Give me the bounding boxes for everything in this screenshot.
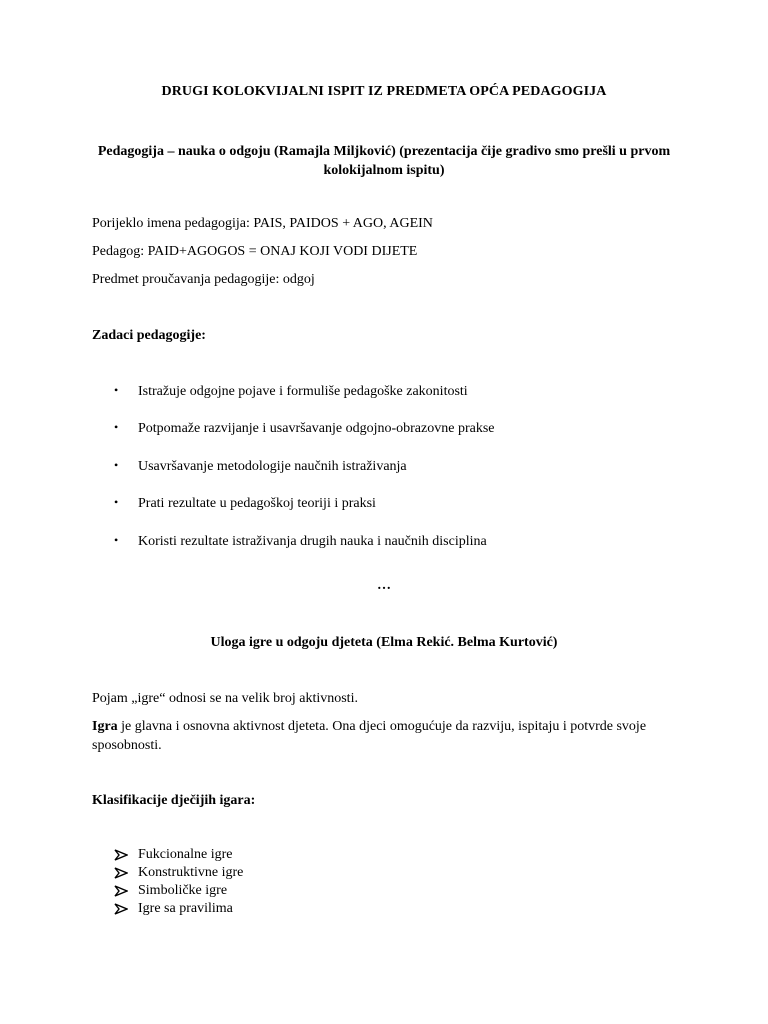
list-item <box>114 533 487 550</box>
arrow-bullet-icon <box>114 867 138 879</box>
tasks-heading: Zadaci pedagogije: <box>92 328 206 343</box>
list-item-text: Koristi rezultate istraživanja drugih nauka i naučnih disciplina <box>138 534 487 549</box>
bullet-icon: • <box>114 533 119 547</box>
list-item <box>114 420 494 437</box>
classification-heading: Klasifikacije dječijih igara: <box>92 793 256 808</box>
igra-bold-word: Igra <box>92 719 118 734</box>
subject-line: Predmet proučavanja pedagogije: odgoj <box>92 272 315 287</box>
arrow-bullet-icon <box>114 903 138 915</box>
list-item-text: Igre sa pravilima <box>138 901 233 916</box>
list-item-text: Fukcionalne igre <box>138 847 233 862</box>
list-item <box>114 847 232 863</box>
bullet-icon: • <box>114 420 119 434</box>
list-item-text: Usavršavanje metodologije naučnih istraživanja <box>138 459 407 474</box>
origin-line: Porijeklo imena pedagogija: PAIS, PAIDOS + AGO, AGEIN <box>92 216 433 231</box>
bullet-icon: • <box>114 383 119 397</box>
document-title: DRUGI KOLOKVIJALNI ISPIT IZ PREDMETA OPĆA PEDAGOGIJA <box>161 84 607 99</box>
list-item <box>114 458 407 475</box>
pojam-line: Pojam „igre“ odnosi se na velik broj aktivnosti. <box>92 691 358 706</box>
section-separator: … <box>377 578 391 593</box>
arrow-bullet-icon <box>114 849 138 861</box>
list-item <box>114 901 233 917</box>
list-item-text: Simboličke igre <box>138 883 228 898</box>
list-item <box>114 383 468 400</box>
list-item-text: Konstruktivne igre <box>138 865 244 880</box>
document-subtitle: Pedagogija – nauka o odgoju (Ramajla Miljković) (prezentacija čije gradivo smo prešli u prvom kolokijalnom ispitu) <box>97 144 671 178</box>
list-item-text: Prati rezultate u pedagoškoj teoriji i praksi <box>138 496 376 511</box>
igra-paragraph <box>92 717 682 755</box>
bullet-icon: • <box>114 458 119 472</box>
list-item <box>114 883 227 899</box>
list-item <box>114 865 243 881</box>
section2-heading: Uloga igre u odgoju djeteta (Elma Rekić. Belma Kurtović) <box>210 635 558 650</box>
igra-paragraph-text: je glavna i osnovna aktivnost djeteta. Ona djeci omogućuje da razviju, ispitaju i potvrde svoje sposobnosti. <box>92 719 647 753</box>
pedagog-line: Pedagog: PAID+AGOGOS = ONAJ KOJI VODI DIJETE <box>92 244 418 259</box>
list-item <box>114 495 376 512</box>
arrow-bullet-icon <box>114 885 138 897</box>
list-item-text: Istražuje odgojne pojave i formuliše pedagoške zakonitosti <box>138 384 468 399</box>
list-item-text: Potpomaže razvijanje i usavršavanje odgojno-obrazovne prakse <box>138 421 495 436</box>
bullet-icon: • <box>114 495 119 509</box>
